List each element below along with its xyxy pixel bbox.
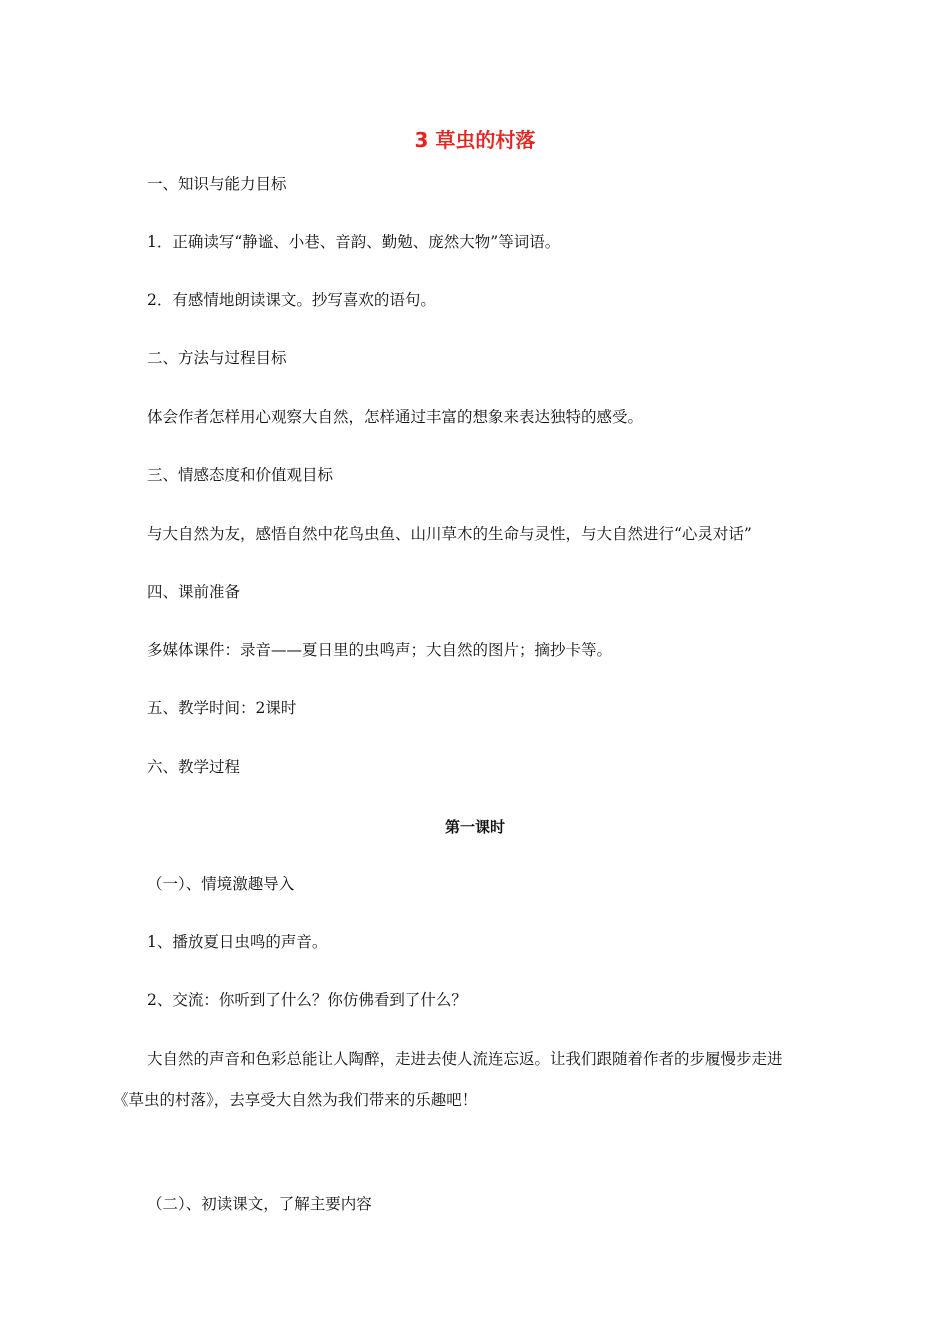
paragraph-6: 1、播放夏日虫鸣的声音。	[147, 933, 328, 951]
subsection-heading-2: （二）、初读课文，了解主要内容	[147, 1195, 372, 1213]
paragraph-2: 2．有感情地朗读课文。抄写喜欢的语句。	[147, 291, 436, 309]
subsection-heading-1: （一）、情境激趣导入	[147, 875, 295, 893]
section-heading-1: 一、知识与能力目标	[147, 175, 287, 193]
document-title: 3 草虫的村落	[414, 128, 536, 152]
section-heading-6: 六、教学过程	[147, 758, 241, 776]
section-heading-5: 五、教学时间：2课时	[147, 699, 297, 717]
paragraph-4: 与大自然为友，感悟自然中花鸟虫鱼、山川草木的生命与灵性，与大自然进行“心灵对话”	[147, 525, 752, 543]
paragraph-1: 1．正确读写“静谧、小巷、音韵、勤勉、庞然大物”等词语。	[147, 233, 561, 251]
paragraph-3: 体会作者怎样用心观察大自然，怎样通过丰富的想象来表达独特的感受。	[147, 408, 644, 426]
section-heading-4: 四、课前准备	[147, 583, 241, 601]
paragraph-7: 2、交流：你听到了什么？你仿佛看到了什么？	[147, 991, 467, 1009]
section-heading-3: 三、情感态度和价值观目标	[147, 466, 334, 484]
section-heading-2: 二、方法与过程目标	[147, 349, 287, 367]
paragraph-8-line-1: 大自然的声音和色彩总能让人陶醉，走进去使人流连忘返。让我们跟随着作者的步履慢步走进	[147, 1050, 783, 1068]
lesson-heading: 第一课时	[444, 818, 505, 836]
paragraph-5: 多媒体课件：录音——夏日里的虫鸣声；大自然的图片；摘抄卡等。	[147, 641, 613, 659]
paragraph-8-line-2: 《草虫的村落》，去享受大自然为我们带来的乐趣吧！	[113, 1091, 478, 1109]
